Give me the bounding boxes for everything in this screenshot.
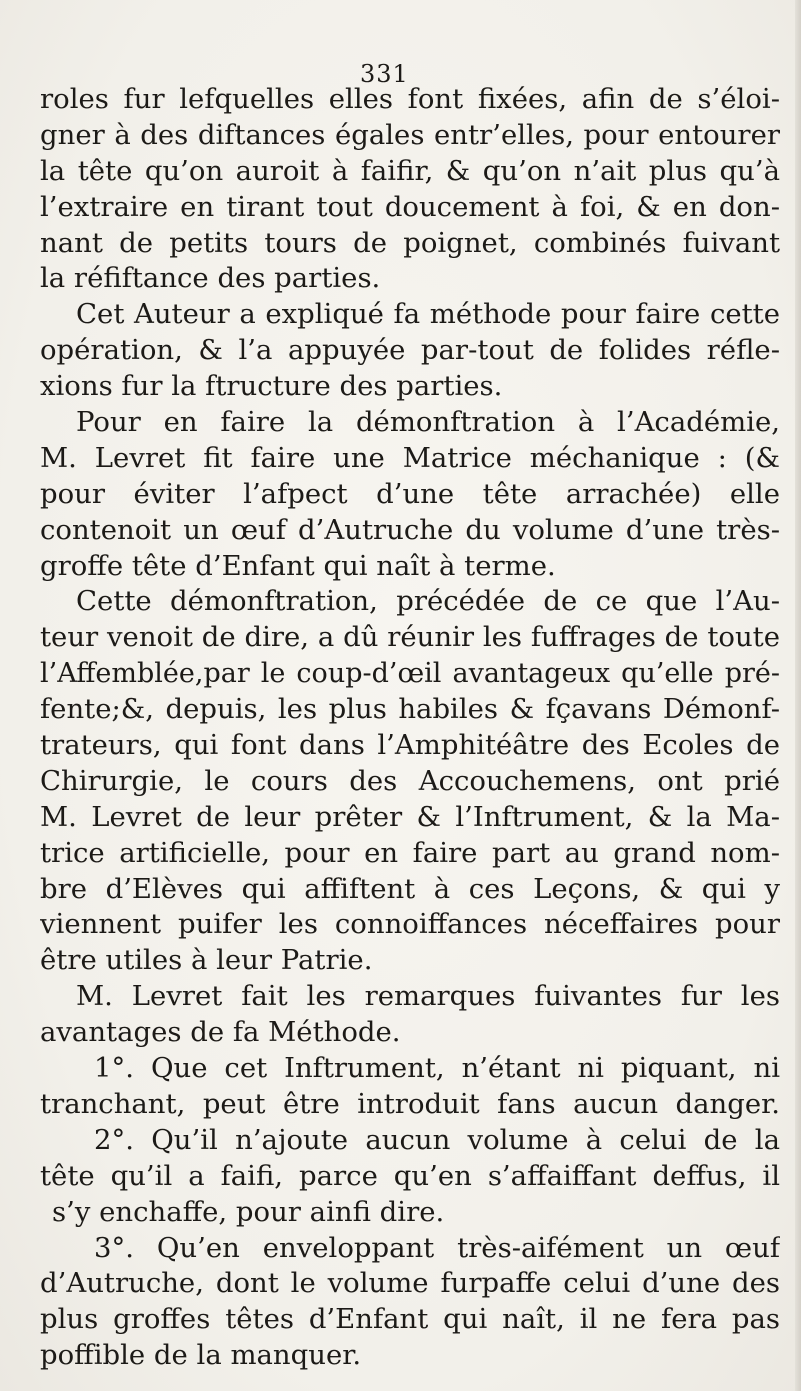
text-line: opération, & l’a appuyée par-tout de folides réfle- (40, 334, 780, 367)
text-line: bre d’Elèves qui affiftent à ces Leçons, & qui y (40, 872, 780, 905)
text-line: M. Levret de leur prêter & l’Inftrument, & la Ma- (40, 800, 780, 833)
text-line: roles fur lefquelles elles font fixées, afin de s’éloi- (40, 83, 780, 115)
text-line: gner à des diftances égales entr’elles, pour entourer (40, 118, 780, 151)
text-line: viennent puifer les connoiffances néceffaires pour (40, 908, 780, 941)
text-line: Cet Auteur a expliqué fa méthode pour faire cette (76, 298, 780, 331)
text-line: tête qu’il a faifi, parce qu’en s’affaiffant deffus, il (40, 1159, 780, 1192)
text-line: s’y enchaffe, pour ainfi dire. (52, 1195, 445, 1228)
text-line: fente;&, depuis, les plus habiles & fçavans Démonf- (40, 693, 780, 726)
text-line: 2°. Qu’il n’ajoute aucun volume à celui de la (94, 1123, 780, 1156)
text-line: avantages de fa Méthode. (40, 1016, 401, 1049)
text-line: trateurs, qui font dans l’Amphitéâtre des Ecoles de (40, 729, 780, 762)
text-line: plus groffes têtes d’Enfant qui naît, il ne fera pas (40, 1303, 780, 1336)
text-line: la réfiftance des parties. (40, 262, 381, 295)
page-edge (795, 0, 801, 1391)
text-line: Pour en faire la démonftration à l’Académie, (76, 406, 780, 439)
text-line: xions fur la ftructure des parties. (40, 370, 503, 403)
text-line: nant de petits tours de poignet, combinés fuivant (40, 226, 780, 259)
text-line: contenoit un œuf d’Autruche du volume d’une très- (40, 513, 780, 546)
text-line: Chirurgie, le cours des Accouchemens, ont prié (40, 764, 780, 797)
body-text (40, 82, 780, 1374)
text-line: tranchant, peut être introduit fans aucun danger. (40, 1087, 780, 1120)
text-line: l’Affemblée,par le coup-d’œil avantageux qu’elle pré- (40, 658, 780, 690)
page-number: 331 (360, 60, 409, 88)
text-line: trice artificielle, pour en faire part au grand nom- (40, 836, 780, 869)
text-line: Cette démonftration, précédée de ce que l’Au- (76, 585, 780, 618)
text-line: M. Levret fit faire une Matrice méchanique : (& (40, 441, 780, 474)
text-line: teur venoit de dire, a dû réunir les fuffrages de toute (40, 621, 780, 654)
text-line: pour éviter l’afpect d’une tête arrachée) elle (40, 477, 780, 510)
text-line: d’Autruche, dont le volume furpaffe celui d’une des (40, 1267, 780, 1300)
text-line: poffible de la manquer. (40, 1339, 362, 1372)
text-line: être utiles à leur Patrie. (40, 944, 373, 977)
text-line: groffe tête d’Enfant qui naît à terme. (40, 549, 556, 582)
text-line: l’extraire en tirant tout doucement à foi, & en don- (40, 190, 780, 223)
text-line: 1°. Que cet Inftrument, n’étant ni piquant, ni (94, 1052, 780, 1085)
text-line: M. Levret fait les remarques fuivantes fur les (76, 980, 780, 1013)
text-line: 3°. Qu’en enveloppant très-aifément un œuf (94, 1231, 780, 1264)
text-line: la tête qu’on auroit à faifir, & qu’on n’ait plus qu’à (40, 154, 780, 187)
